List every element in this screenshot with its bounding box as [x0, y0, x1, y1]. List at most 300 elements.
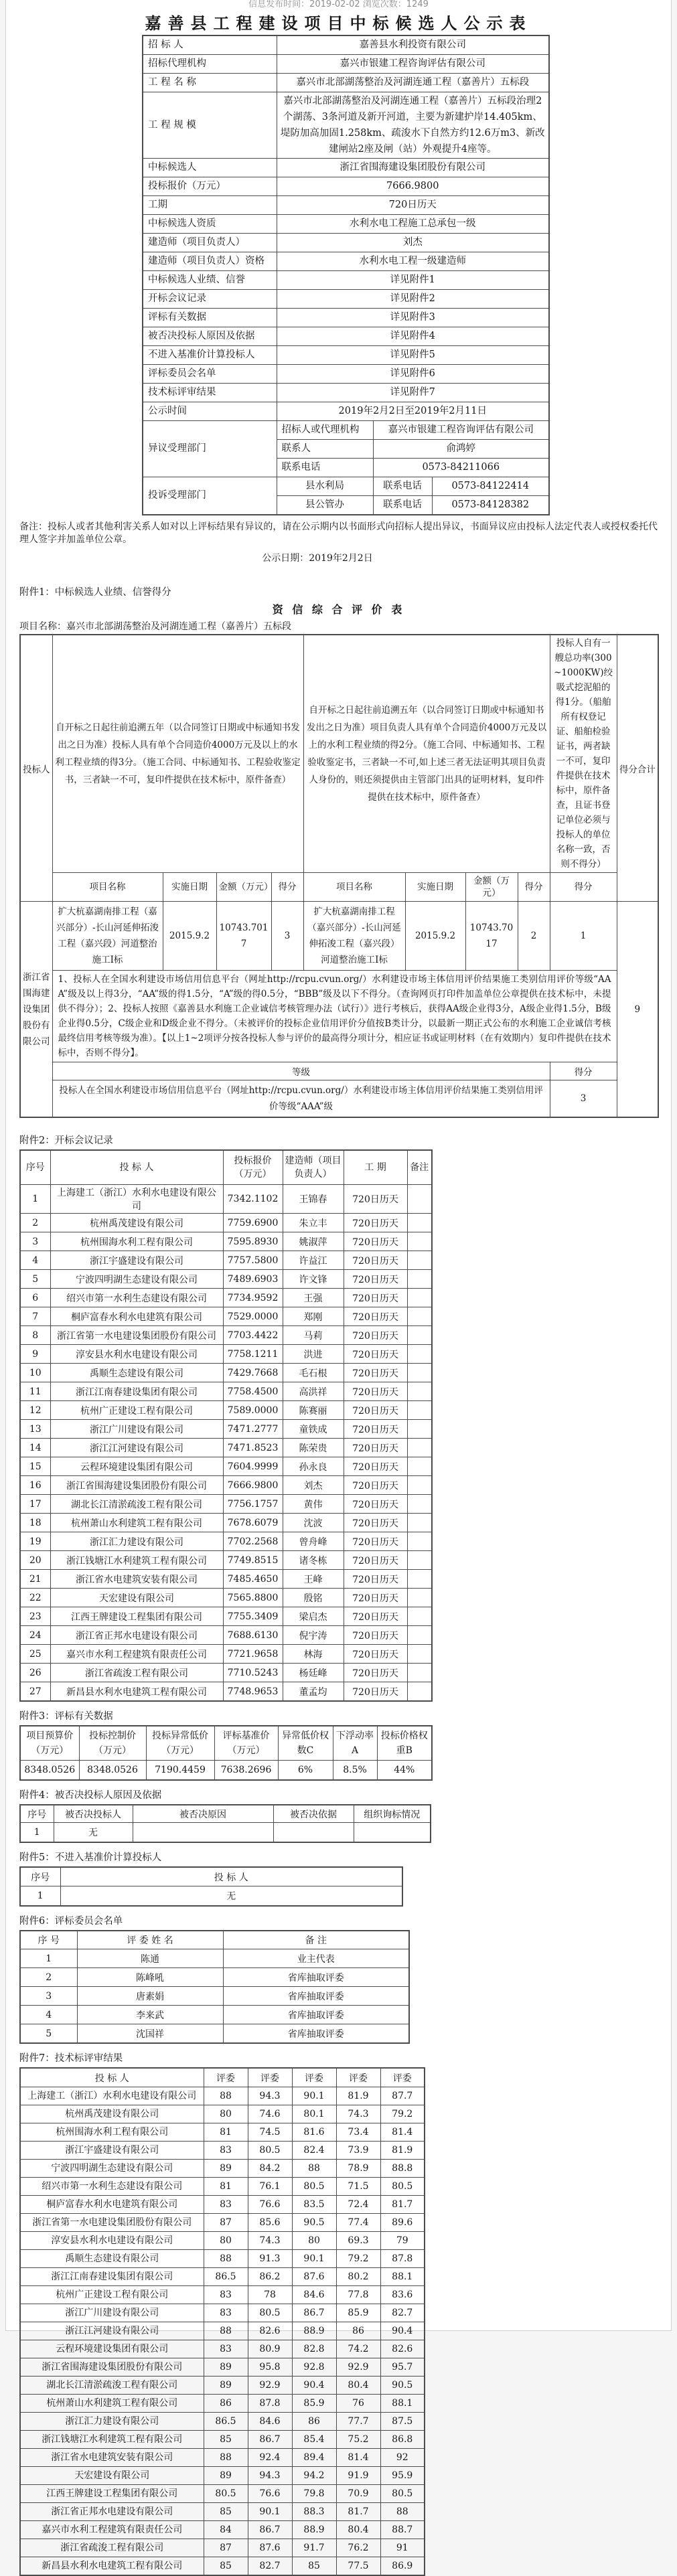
cell: 曾舟峰: [283, 1532, 344, 1551]
cell: 85: [204, 2557, 248, 2576]
field-label: 投标报价（万元）: [143, 177, 277, 196]
bid-opening-row: [20, 1589, 432, 1607]
performance-row: [20, 902, 658, 971]
cell: 7758.1211: [223, 1345, 283, 1364]
cell: 杭州围海水利工程有限公司: [20, 2123, 204, 2142]
main-table-row: [143, 271, 549, 290]
cell: 720日历天: [344, 1645, 407, 1664]
cell: 77.5: [336, 2557, 380, 2576]
bid-opening-row: [20, 1551, 432, 1570]
complaint-phone1-value: 0573-84122414: [432, 477, 549, 496]
grade-score-label-cell: 得分: [550, 1062, 617, 1080]
bid-opening-row: [20, 1364, 432, 1382]
field-label: 招标代理机构: [143, 55, 277, 74]
cell: 82.6: [380, 2340, 425, 2358]
cell: 7757.5800: [223, 1251, 283, 1270]
cell: 92.9: [336, 2358, 380, 2377]
field-value: 嘉善县水利投资有限公司: [277, 35, 549, 55]
cell: 90.4: [292, 2377, 336, 2395]
cell: 88.1: [380, 2395, 425, 2413]
cell: [407, 1420, 432, 1439]
criterion-manager-performance: 自开标之日起往前追溯五年（以合同签订日期或中标通知书发出之日为准）项目负责人具有单个合同造价4000万元及以上的水利工程业绩的得2分。（施工合同、中标通知书、工程验收鉴定书，三者缺一不可,如上述三者无法证明其项目负责人身份的，则还须提供由主管部门出具的证明材料，复印件提供在技术标中，原件备查）: [303, 635, 550, 873]
rejected-bidders-table: [19, 1804, 431, 1843]
cell: 7589.0000: [223, 1401, 283, 1420]
cell: 74.3: [248, 2232, 292, 2250]
cell: 720日历天: [344, 1495, 407, 1514]
cell: 郑刚: [283, 1307, 344, 1326]
col-remark: 备注: [407, 1150, 432, 1185]
cell: 88.9: [292, 2322, 336, 2340]
col-bidder: 投 标 人: [20, 2068, 204, 2087]
main-table-row: [143, 252, 549, 271]
complaint-dept1: 县水利局: [277, 477, 373, 496]
cell: [407, 1664, 432, 1682]
cell: 江西王牌建设工程集团有限公司: [20, 2485, 204, 2503]
complaint-section: [143, 477, 549, 515]
technical-score-row: [20, 2160, 425, 2178]
cell: 上海建工（浙江）水利水电建设有限公司: [50, 1185, 223, 1214]
field-value: 详见附件4: [277, 327, 549, 346]
total-score-header-cell: 得分合计: [617, 635, 658, 902]
cell: 浙江江南春建设集团有限公司: [20, 2268, 204, 2286]
cell: 88.9: [292, 2521, 336, 2539]
cell: 83: [204, 2142, 248, 2160]
col-seq: 序号: [20, 1150, 50, 1185]
main-table-row: [143, 290, 549, 309]
cell: [273, 1823, 354, 1843]
cell: [407, 1607, 432, 1626]
cell: 88: [204, 2449, 248, 2467]
performance1-amount: 10743.7017: [216, 902, 271, 971]
cell: 82.7: [248, 2557, 292, 2576]
cell: 88: [204, 2322, 248, 2340]
field-label: 建造师（项目负责人）资格: [143, 252, 277, 271]
bid-opening-row: [20, 1345, 432, 1364]
cell: 94.3: [248, 2087, 292, 2105]
cell: 85: [204, 2431, 248, 2449]
main-table-row: [143, 384, 549, 402]
cell: 77.8: [336, 2286, 380, 2304]
col-control-price: 投标控制价（万元）: [79, 1726, 146, 1761]
cell: 82.7: [380, 2304, 425, 2322]
cell: 7734.9592: [223, 1289, 283, 1307]
main-table-row: [143, 402, 549, 421]
criterion-bidder-performance: 自开标之日起往前追溯五年（以合同签订日期或中标通知书发出之日为准）投标人具有单个合同造价4000万元及以上的水利工程业绩的得3分。（施工合同、中标通知书、工程验收鉴定书，三者缺一不可，复印件提供在技术标中，原件备查）: [52, 635, 303, 873]
cell: 浙江省正邦水电建设有限公司: [20, 2503, 204, 2521]
col-seq: 序号: [20, 1805, 54, 1823]
cell: 91.3: [248, 2250, 292, 2268]
cell: 7758.4500: [223, 1382, 283, 1401]
cell: 上海建工（浙江）水利水电建设有限公司: [20, 2087, 204, 2105]
cell: [407, 1364, 432, 1382]
cell: 88: [380, 2503, 425, 2521]
cell: 80.5: [292, 2178, 336, 2196]
cell: [407, 1514, 432, 1532]
col-weight-b: 投标价格权重B: [377, 1726, 432, 1761]
cell: 杭州禹茂建设有限公司: [50, 1214, 223, 1232]
complaint-phone1-label: 联系电话: [373, 477, 432, 496]
bid-opening-row: [20, 1514, 432, 1532]
excluded-bidders-table: [19, 1866, 403, 1907]
evaluation-committee-table: [19, 1930, 410, 2044]
cell: 7702.2568: [223, 1532, 283, 1551]
technical-score-row: [20, 2178, 425, 2196]
cell: 89: [204, 2358, 248, 2377]
cell: 朱立丰: [283, 1214, 344, 1232]
main-table-row: [143, 346, 549, 365]
technical-score-row: [20, 2539, 425, 2557]
cell: 1: [20, 1185, 50, 1214]
cell: 91: [380, 2539, 425, 2557]
field-label: 中标候选人资质: [143, 215, 277, 234]
cell: 2: [20, 1968, 77, 1987]
cell: 87: [204, 2539, 248, 2557]
cell: 殷铭: [283, 1589, 344, 1607]
remark-note: 备注：投标人或者其他利害关系人如对以上评标结果有异议的，请在公示期内以书面形式向招标人提出异议，书面异议应由投标人法定代表人或授权委托代理人签字并加盖单位公章。: [19, 521, 658, 545]
cell: 89: [204, 2377, 248, 2395]
cell: 84.2: [248, 2160, 292, 2178]
cell: [407, 1401, 432, 1420]
cell: 浙江省水电建筑安装有限公司: [20, 2449, 204, 2467]
cell: 7748.9653: [223, 1682, 283, 1702]
attachment5-heading: 附件5：不进入基准价计算投标人: [19, 1852, 162, 1863]
field-value: 浙江省围海建设集团股份有限公司: [277, 159, 549, 177]
cell: 720日历天: [344, 1251, 407, 1270]
cell: 12: [20, 1401, 50, 1420]
cell: 云程环境建设集团有限公司: [50, 1457, 223, 1476]
field-value: 刘杰: [277, 234, 549, 252]
cell: 1: [20, 1949, 77, 1968]
cell: 720日历天: [344, 1570, 407, 1589]
cell: 无: [60, 1886, 402, 1907]
cell: 87.6: [248, 2539, 292, 2557]
publish-date: 公示日期：2019年2月2日: [262, 553, 373, 564]
bid-opening-row: [20, 1645, 432, 1664]
cell: 16: [20, 1476, 50, 1495]
cell: 85: [292, 2557, 336, 2576]
cell: 72.4: [336, 2196, 380, 2214]
performance1-project: 扩大杭嘉湖南排工程（嘉兴部分）-长山河延伸拓浚工程（嘉兴段）河道整治施工I标: [52, 902, 163, 971]
cell: 89.4: [292, 2449, 336, 2467]
bidder-name-cell: 浙江省围海建设集团股份有限公司: [20, 902, 52, 1118]
cell: 44%: [377, 1761, 432, 1781]
field-label: 开标会议记录: [143, 290, 277, 309]
subheader-project: 项目名称: [303, 873, 405, 902]
cell: [407, 1551, 432, 1570]
cell: [407, 1682, 432, 1702]
cell: [407, 1185, 432, 1214]
cell: 720日历天: [344, 1439, 407, 1457]
cell: 童铁成: [283, 1420, 344, 1439]
cell: 新昌县水利水电建筑工程有限公司: [20, 2557, 204, 2576]
cell: 1: [20, 1823, 54, 1843]
technical-score-row: [20, 2250, 425, 2268]
cell: 省库抽取评委: [223, 2024, 409, 2044]
cell: 浙江省围海建设集团股份有限公司: [20, 2358, 204, 2377]
committee-row: [20, 1949, 409, 1968]
cell: 7471.2777: [223, 1420, 283, 1439]
field-value: 720日历天: [277, 196, 549, 215]
cell: 沈国祥: [77, 2024, 223, 2044]
field-label: 公示时间: [143, 402, 277, 421]
attachment7-heading: 附件7：技术标评审结果: [19, 2053, 123, 2064]
field-value: 详见附件2: [277, 290, 549, 309]
col-abnormal-low-price: 投标异常低价（万元）: [146, 1726, 214, 1761]
evaluation-data-header-row: [20, 1726, 432, 1761]
cell: 87: [204, 2214, 248, 2232]
cell: 720日历天: [344, 1382, 407, 1401]
cell: 720日历天: [344, 1270, 407, 1289]
cell: 许文锋: [283, 1270, 344, 1289]
cell: [407, 1232, 432, 1251]
cell: 80.2: [336, 2268, 380, 2286]
cell: 绍兴市第一水利生态建设有限公司: [20, 2178, 204, 2196]
cell: 浙江省围海建设集团股份有限公司: [50, 1476, 223, 1495]
col-judge: 评委: [380, 2068, 425, 2087]
technical-score-row: [20, 2268, 425, 2286]
technical-score-row: [20, 2449, 425, 2467]
notice-page: [5, 0, 672, 2571]
cell: 7604.9999: [223, 1457, 283, 1476]
col-base-price: 评标基准价（万元）: [214, 1726, 278, 1761]
bid-opening-row: [20, 1214, 432, 1232]
col-judge-name: 评 委 姓 名: [77, 1931, 223, 1949]
cell: 720日历天: [344, 1476, 407, 1495]
cell: 6%: [278, 1761, 333, 1781]
objection-agency-value: 嘉兴市银建工程咨询评估有限公司: [373, 421, 549, 440]
cell: [407, 1439, 432, 1457]
field-label: 招 标 人: [143, 35, 277, 55]
cell: 湖北长江清淤疏浚工程有限公司: [50, 1495, 223, 1514]
committee-row: [20, 1987, 409, 2006]
cell: 7749.8515: [223, 1551, 283, 1570]
cell: 浙江钱塘江水利建筑工程有限公司: [20, 2431, 204, 2449]
cell: 7190.4459: [146, 1761, 214, 1781]
field-value: 详见附件5: [277, 346, 549, 365]
cell: 7756.1757: [223, 1495, 283, 1514]
main-table-row: [143, 35, 549, 55]
cell: 杭州萧山水利建筑工程有限公司: [50, 1514, 223, 1532]
cell: 浙江汇力建设有限公司: [50, 1532, 223, 1551]
objection-section: [143, 421, 549, 477]
technical-score-row: [20, 2142, 425, 2160]
technical-score-row: [20, 2431, 425, 2449]
cell: 87.8: [380, 2250, 425, 2268]
cell: 7755.3409: [223, 1607, 283, 1626]
cell: 81.9: [336, 2087, 380, 2105]
cell: 杭州广正建设工程有限公司: [50, 1401, 223, 1420]
cell: 浙江广川建设有限公司: [50, 1420, 223, 1439]
cell: 73.9: [336, 2142, 380, 2160]
main-table-row: [143, 215, 549, 234]
cell: 8.5%: [333, 1761, 377, 1781]
credit-evaluation-table: [19, 634, 659, 1118]
cell: 86.7: [292, 2304, 336, 2322]
cell: 720日历天: [344, 1364, 407, 1382]
cell: 720日历天: [344, 1457, 407, 1476]
cell: 5: [20, 1270, 50, 1289]
bid-opening-row: [20, 1626, 432, 1645]
technical-score-row: [20, 2503, 425, 2521]
main-table-row: [143, 327, 549, 346]
field-value: 7666.9800: [277, 177, 549, 196]
cell: 90.1: [248, 2503, 292, 2521]
field-value: 嘉兴市北部湖荡整治及河湖连通工程（嘉善片）五标段治理2个湖荡、3条河道及新开河道，主要为新建护岸14.405km、堤防加高加固1.258km、疏浚水下自然方约12.6万m3、新改建闸站2座及闸（站）外观提升4座等。: [277, 92, 549, 159]
cell: 86.7: [248, 2521, 292, 2539]
cell: 81: [204, 2123, 248, 2142]
cell: 90.5: [380, 2377, 425, 2395]
cell: 唐素娟: [77, 1987, 223, 2006]
rejected-row: [20, 1823, 431, 1843]
cell: 81: [204, 2178, 248, 2196]
technical-score-row: [20, 2521, 425, 2539]
cell: 80: [292, 2232, 336, 2250]
cell: [407, 1532, 432, 1551]
cell: 87.6: [292, 2268, 336, 2286]
cell: 杭州围海水利工程有限公司: [50, 1232, 223, 1251]
col-seq: 序号: [20, 1867, 60, 1886]
cell: 23: [20, 1607, 50, 1626]
cell: 80: [204, 2232, 248, 2250]
dredger-score-cell: 1: [550, 902, 617, 971]
main-table-row: [143, 159, 549, 177]
evaluation-data-table: [19, 1725, 433, 1781]
cell: 74.6: [248, 2105, 292, 2123]
cell: 浙江省第一水电建设集团股份有限公司: [50, 1326, 223, 1345]
objection-phone-label: 联系电话: [277, 459, 373, 477]
credit-grade-row: [20, 1080, 658, 1118]
cell: 80.4: [336, 2521, 380, 2539]
cell: 禹顺生态建设有限公司: [50, 1364, 223, 1382]
bid-opening-row: [20, 1457, 432, 1476]
cell: 71.5: [336, 2178, 380, 2196]
cell: 83.6: [380, 2286, 425, 2304]
cell: 7710.5243: [223, 1664, 283, 1682]
cell: 天宏建设有限公司: [20, 2467, 204, 2485]
bid-opening-row: [20, 1251, 432, 1270]
cell: 禹顺生态建设有限公司: [20, 2250, 204, 2268]
cell: 86.2: [248, 2268, 292, 2286]
col-rejected-bidder: 被否决投标人: [54, 1805, 133, 1823]
field-label: 工 程 规 模: [143, 92, 277, 159]
bid-opening-row: [20, 1439, 432, 1457]
total-score-cell: 9: [617, 902, 658, 1118]
field-label: 中标候选人业绩、信誉: [143, 271, 277, 290]
cell: 83: [204, 2340, 248, 2358]
bid-opening-row: [20, 1401, 432, 1420]
cell: 浙江省第一水电建设集团股份有限公司: [20, 2214, 204, 2232]
cell: [407, 1214, 432, 1232]
technical-score-row: [20, 2340, 425, 2358]
cell: 许益江: [283, 1251, 344, 1270]
cell: 王强: [283, 1289, 344, 1307]
cell: 79.8: [292, 2485, 336, 2503]
cell: 85: [204, 2503, 248, 2521]
cell: 86: [292, 2413, 336, 2431]
cell: 浙江江河建设有限公司: [50, 1439, 223, 1457]
cell: 78.9: [336, 2160, 380, 2178]
cell: 7688.6130: [223, 1626, 283, 1645]
bid-opening-row: [20, 1232, 432, 1251]
cell: 88: [204, 2087, 248, 2105]
cell: 86: [204, 2395, 248, 2413]
cell: 86.5: [204, 2268, 248, 2286]
bid-opening-row: [20, 1682, 432, 1702]
cell: 7485.4650: [223, 1570, 283, 1589]
cell: 79.2: [380, 2105, 425, 2123]
field-value: 详见附件3: [277, 309, 549, 327]
cell: [407, 1570, 432, 1589]
cell: 720日历天: [344, 1232, 407, 1251]
cell: 3: [20, 1987, 77, 2006]
technical-score-row: [20, 2286, 425, 2304]
bid-opening-row: [20, 1476, 432, 1495]
cell: 7529.0000: [223, 1307, 283, 1326]
cell: 桐庐富春水利水电建筑有限公司: [50, 1307, 223, 1326]
committee-row: [20, 2006, 409, 2024]
cell: 720日历天: [344, 1326, 407, 1345]
cell: 74.3: [336, 2105, 380, 2123]
cell: 浙江宇盛建设有限公司: [50, 1251, 223, 1270]
cell: 20: [20, 1551, 50, 1570]
performance2-project: 扩大杭嘉湖南排工程（嘉兴部分）-长山河延伸拓浚工程（嘉兴段）河道整治施工I标: [303, 902, 405, 971]
cell: 720日历天: [344, 1214, 407, 1232]
cell: 81.7: [380, 2196, 425, 2214]
cell: 浙江省疏浚工程有限公司: [50, 1664, 223, 1682]
cell: 69.3: [336, 2232, 380, 2250]
subheader-amount: 金额（万元）: [216, 873, 271, 902]
col-reject-reason: 被否决原因: [133, 1805, 273, 1823]
cell: 91.9: [336, 2467, 380, 2485]
cell: 95.8: [248, 2358, 292, 2377]
subheader-score: 得分: [271, 873, 303, 902]
cell: 马莉: [283, 1326, 344, 1345]
cell: 87.8: [248, 2395, 292, 2413]
cell: 杨廷峰: [283, 1664, 344, 1682]
field-value: 嘉兴市北部湖荡整治及河湖连通工程（嘉善片）五标段: [277, 74, 549, 92]
cell: 省库抽取评委: [223, 1987, 409, 2006]
cell: 720日历天: [344, 1664, 407, 1682]
performance2-date: 2015.9.2: [405, 902, 465, 971]
credit-table-project-line: 项目名称：嘉兴市北部湖荡整治及河湖连通工程（嘉善片）五标段: [19, 621, 291, 632]
bid-opening-row: [20, 1495, 432, 1514]
cell: 81.6: [292, 2123, 336, 2142]
cell: 79: [380, 2232, 425, 2250]
cell: 7489.6903: [223, 1270, 283, 1289]
complaint-dept2: 县公管办: [277, 496, 373, 515]
field-label: 评标委员会名单: [143, 365, 277, 384]
technical-review-table: [19, 2067, 425, 2576]
col-budget-price: 项目预算价（万元）: [20, 1726, 79, 1761]
cell: 9: [20, 1345, 50, 1364]
credit-table-title: 资 信 综 合 评 价 表: [272, 603, 405, 616]
cell: 720日历天: [344, 1682, 407, 1702]
subheader-amount: 金额（万元）: [465, 873, 518, 902]
cell: 80.5: [380, 2485, 425, 2503]
cell: 83: [204, 2286, 248, 2304]
objection-agency-label: 招标人或代理机构: [277, 421, 373, 440]
technical-score-row: [20, 2232, 425, 2250]
cell: 8348.0526: [20, 1761, 79, 1781]
excluded-row: [20, 1886, 402, 1907]
cell: 720日历天: [344, 1589, 407, 1607]
cell: 新昌县水利水电建筑工程有限公司: [50, 1682, 223, 1702]
cell: 720日历天: [344, 1401, 407, 1420]
committee-row: [20, 1968, 409, 1987]
cell: 84: [204, 2521, 248, 2539]
technical-score-row: [20, 2105, 425, 2123]
cell: 姚淑萍: [283, 1232, 344, 1251]
